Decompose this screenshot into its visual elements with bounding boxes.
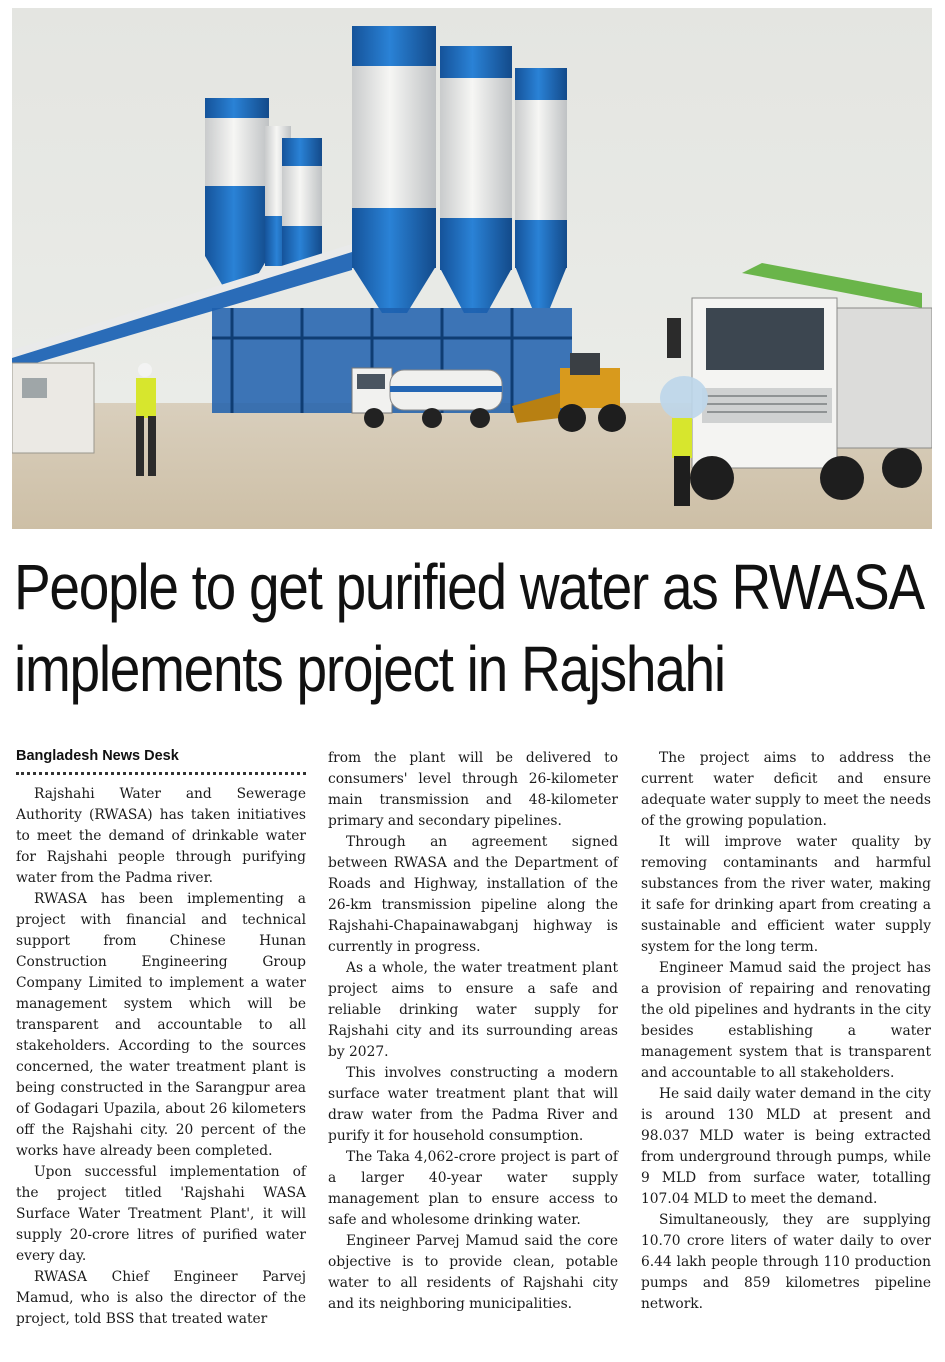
paragraph: This involves constructing a modern surface water treatment plant that will draw water from the Padma River and purify it for household consumption. [328,1065,618,1144]
water-tanker [352,368,502,428]
paragraph: The project aims to address the current water deficit and ensure adequate water supply to meet the needs of the growing population. [641,750,931,829]
byline: Bangladesh News Desk [16,746,306,775]
paragraph: It will improve water quality by removing contaminants and harmful substances from the river water, making it safe for drinking apart from creating a sustainable and efficient water supply system for the long term. [641,834,931,955]
paragraph: As a whole, the water treatment plant project aims to ensure a safe and reliable drinking water supply for Rajshahi city and its surrounding areas by 2027. [328,960,618,1060]
paragraph-continued: from the plant will be delivered to consumers' level through 26-kilometer main transmission and 48-kilometer primary and secondary pipelines. [328,750,618,829]
paragraph: Simultaneously, they are supplying 10.70 crore liters of water daily to over 6.44 lakh people through 110 production pumps and 859 kilometres pipeline network. [641,1212,931,1312]
paragraph: He said daily water demand in the city is around 130 MLD at present and 98.037 MLD water is being extracted from underground through pumps, while 9 MLD from surface water, totalling 107.04 MLD to meet the demand. [641,1086,931,1207]
paragraph: RWASA Chief Engineer Parvej Mamud, who is also the director of the project, told BSS that treated water [16,1269,306,1327]
headline [14,546,924,710]
concrete-pump-truck [667,263,932,500]
paragraph: Through an agreement signed between RWASA and the Department of Roads and Highway, installation of the 26-km transmission pipeline along the Rajshahi-Chapainawabganj highway is currently in progress. [328,834,618,955]
article-column-1 [16,746,306,1330]
paragraph: Engineer Mamud said the project has a provision of repairing and renovating the old pipelines and hydrants in the city besides establishing a water management system that is transparent and accountable to all stakeholders. [641,960,931,1081]
paragraph: Rajshahi Water and Sewerage Authority (RWASA) has taken initiatives to meet the demand of drinkable water for Rajshahi people through purifying water from the Padma river. [16,786,306,886]
headline-line-2: implements project in Rajshahi [14,633,725,705]
article-column-3 [641,748,931,1315]
construction-site-illustration [12,8,932,529]
article-photo [12,8,932,529]
headline-line-1: People to get purified water as RWASA [14,551,924,623]
paragraph: The Taka 4,062-crore project is part of a larger 40-year water supply management plan to ensure access to safe and wholesome drinking water. [328,1149,618,1228]
article-column-2 [328,748,618,1315]
paragraph: Engineer Parvej Mamud said the core objective is to provide clean, potable water to all residents of Rajshahi city and its neighboring municipalities. [328,1233,618,1312]
paragraph: RWASA has been implementing a project with financial and technical support from Chinese Hunan Construction Engineering Group Company Limited to implement a water management system which will be transparent and accountable to all stakeholders. According to the sources concerned, the water treatment plant is being constructed in the Sarangpur area of Godagari Upazila, about 26 kilometers off the Rajshahi city. 20 percent of the works have already been completed. [16,891,306,1159]
silo-right-group [352,26,567,313]
paragraph: Upon successful implementation of the project titled 'Rajshahi WASA Surface Water Treatment Plant', it will supply 20-crore litres of purified water every day. [16,1164,306,1264]
